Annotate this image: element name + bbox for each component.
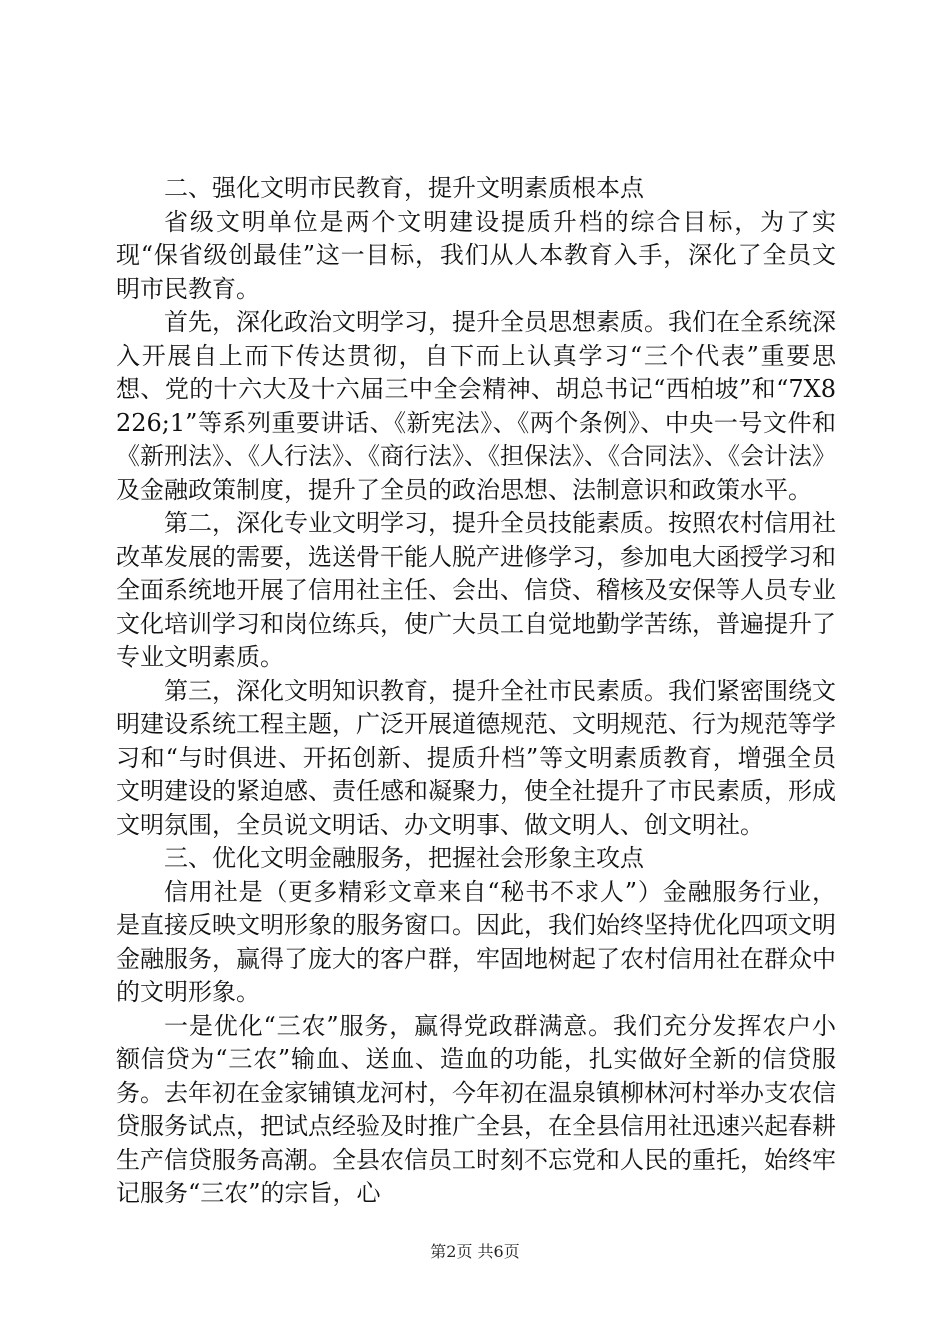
- paragraph: 第三，深化文明知识教育，提升全社市民素质。我们紧密围绕文明建设系统工程主题，广泛开展道德规范、文明规范、行为规范等学习和“与时俱进、开拓创新、提质升档”等文明素质教育，增强全员文明建设的紧迫感、责任感和凝聚力，使全社提升了市民素质，形成文明氛围，全员说文明话、办文明事、做文明人、创文明社。: [116, 676, 836, 839]
- page-number-footer: 第2页 共6页: [430, 1242, 520, 1261]
- paragraph: 首先，深化政治文明学习，提升全员思想素质。我们在全系统深入开展自上而下传达贯彻，自下而上认真学习“三个代表”重要思想、党的十六大及十六届三中全会精神、胡总书记“西柏坡”和“7X8226;1”等系列重要讲话、《新宪法》、《两个条例》、中央一号文件和《新刑法》、《人行法》、《商行法》、《担保法》、《合同法》、《会计法》及金融政策制度，提升了全员的政治思想、法制意识和政策水平。: [116, 308, 836, 504]
- section-heading-3: 三、优化文明金融服务，把握社会形象主攻点: [164, 844, 644, 872]
- paragraph: 信用社是（更多精彩文章来自“秘书不求人”）金融服务行业，是直接反映文明形象的服务窗口。因此，我们始终坚持优化四项文明金融服务，赢得了庞大的客户群，牢固地树起了农村信用社在群众中的文明形象。: [116, 877, 836, 1006]
- paragraph: 一是优化“三农”服务，赢得党政群满意。我们充分发挥农户小额信贷为“三农”输血、送血、造血的功能，扎实做好全新的信贷服务。去年初在金家铺镇龙河村，今年初在温泉镇柳林河村举办支农信贷服务试点，把试点经验及时推广全县，在全县信用社迅速兴起春耕生产信贷服务高潮。全县农信员工时刻不忘党和人民的重托，始终牢记服务“三农”的宗旨，心: [116, 1011, 836, 1207]
- section-heading-2: 二、强化文明市民教育，提升文明素质根本点: [164, 174, 644, 202]
- paragraph: 第二，深化专业文明学习，提升全员技能素质。按照农村信用社改革发展的需要，选送骨干能人脱产进修学习，参加电大函授学习和全面系统地开展了信用社主任、会出、信贷、稽核及安保等人员专业文化培训学习和岗位练兵，使广大员工自觉地勤学苦练，普遍提升了专业文明素质。: [116, 509, 836, 671]
- paragraph: 省级文明单位是两个文明建设提质升档的综合目标，为了实现“保省级创最佳”这一目标，我们从人本教育入手，深化了全员文明市民教育。: [116, 207, 836, 303]
- document-body: [116, 172, 836, 1211]
